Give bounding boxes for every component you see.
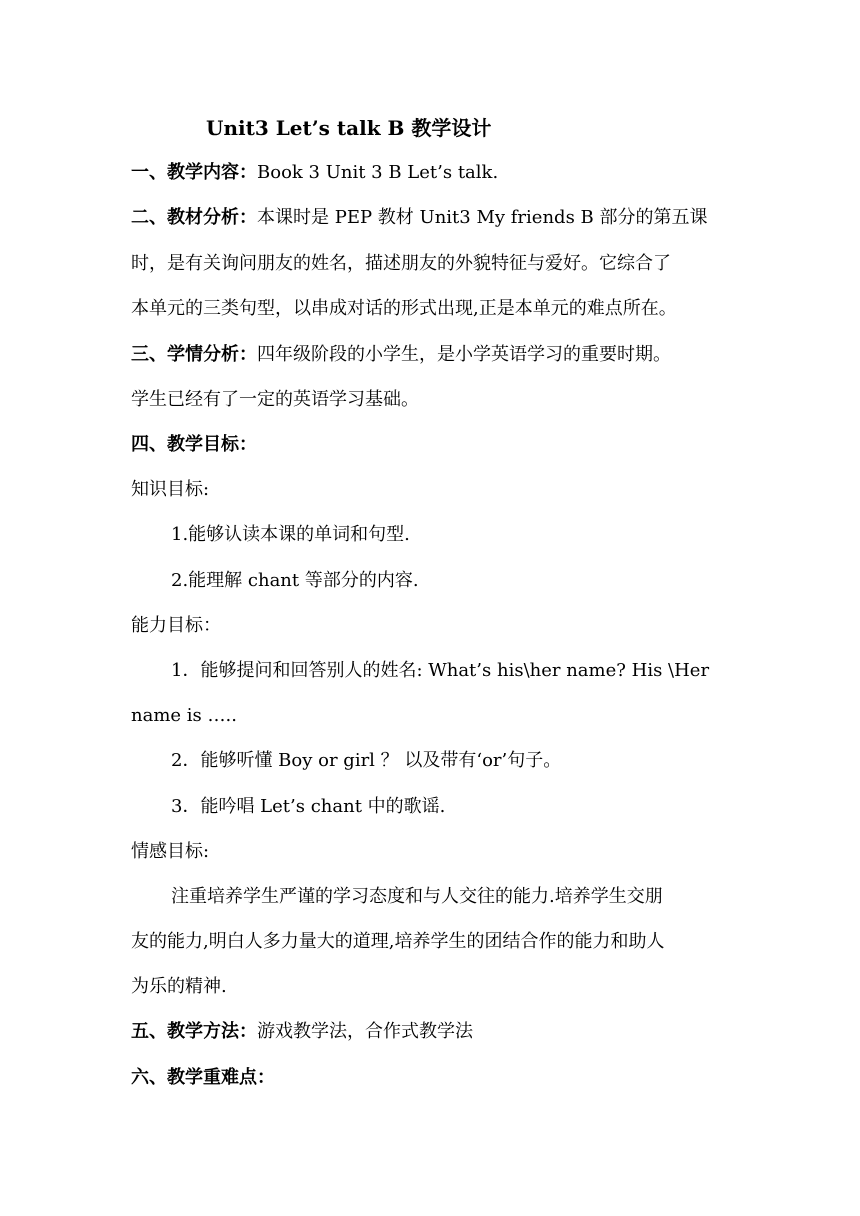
knowledge-goal-item: 2.能理解 chant 等部分的内容.: [171, 570, 419, 591]
section-learner-analysis: [131, 344, 741, 366]
ability-goal-item-continued: name is …..: [131, 705, 237, 726]
ability-goals-label: 能力目标：: [131, 615, 221, 636]
section-text: 本课时是 PEP 教材 Unit3 My friends B 部分的第五课: [257, 207, 708, 228]
emotion-goal-paragraph: 注重培养学生严谨的学习态度和与人交往的能力.培养学生交朋: [171, 886, 663, 907]
section-text: Book 3 Unit 3 B Let’s talk.: [257, 162, 499, 183]
section-label: 一、教学内容：: [131, 162, 257, 183]
section-label: 三、学情分析：: [131, 344, 257, 365]
paragraph-line: 本单元的三类句型，以串成对话的形式出现,正是本单元的难点所在。: [131, 298, 677, 319]
knowledge-goals-label: 知识目标:: [131, 479, 210, 500]
section-text: 游戏教学法，合作式教学法: [257, 1021, 473, 1042]
document-title: Unit3 Let’s talk B 教学设计: [206, 117, 492, 139]
paragraph-line: 为乐的精神.: [131, 976, 227, 997]
section-teaching-content: [131, 162, 741, 184]
section-label: 二、教材分析：: [131, 207, 257, 228]
ability-goal-item: 1．能够提问和回答别人的姓名: What’s his\her name? His \Her: [171, 660, 710, 681]
emotion-goals-label: 情感目标:: [131, 841, 210, 862]
section-label: 五、教学方法：: [131, 1021, 257, 1042]
knowledge-goal-item: 1.能够认读本课的单词和句型.: [171, 524, 410, 545]
section-teaching-methods: [131, 1021, 741, 1043]
paragraph-line: 友的能力,明白人多力量大的道理,培养学生的团结合作的能力和助人: [131, 931, 665, 952]
section-text: 四年级阶段的小学生，是小学英语学习的重要时期。: [257, 344, 671, 365]
ability-goal-item: 2．能够听懂 Boy or girl ？ 以及带有‘or’句子。: [171, 750, 562, 771]
section-teaching-goals-label: 四、教学目标：: [131, 434, 257, 455]
paragraph-line: 学生已经有了一定的英语学习基础。: [131, 389, 419, 410]
section-material-analysis: [131, 207, 741, 229]
paragraph-line: 时，是有关询问朋友的姓名，描述朋友的外貌特征与爱好。它综合了: [131, 253, 671, 274]
ability-goal-item: 3．能吟唱 Let’s chant 中的歌谣.: [171, 796, 446, 817]
section-key-points-label: 六、教学重难点：: [131, 1067, 275, 1088]
